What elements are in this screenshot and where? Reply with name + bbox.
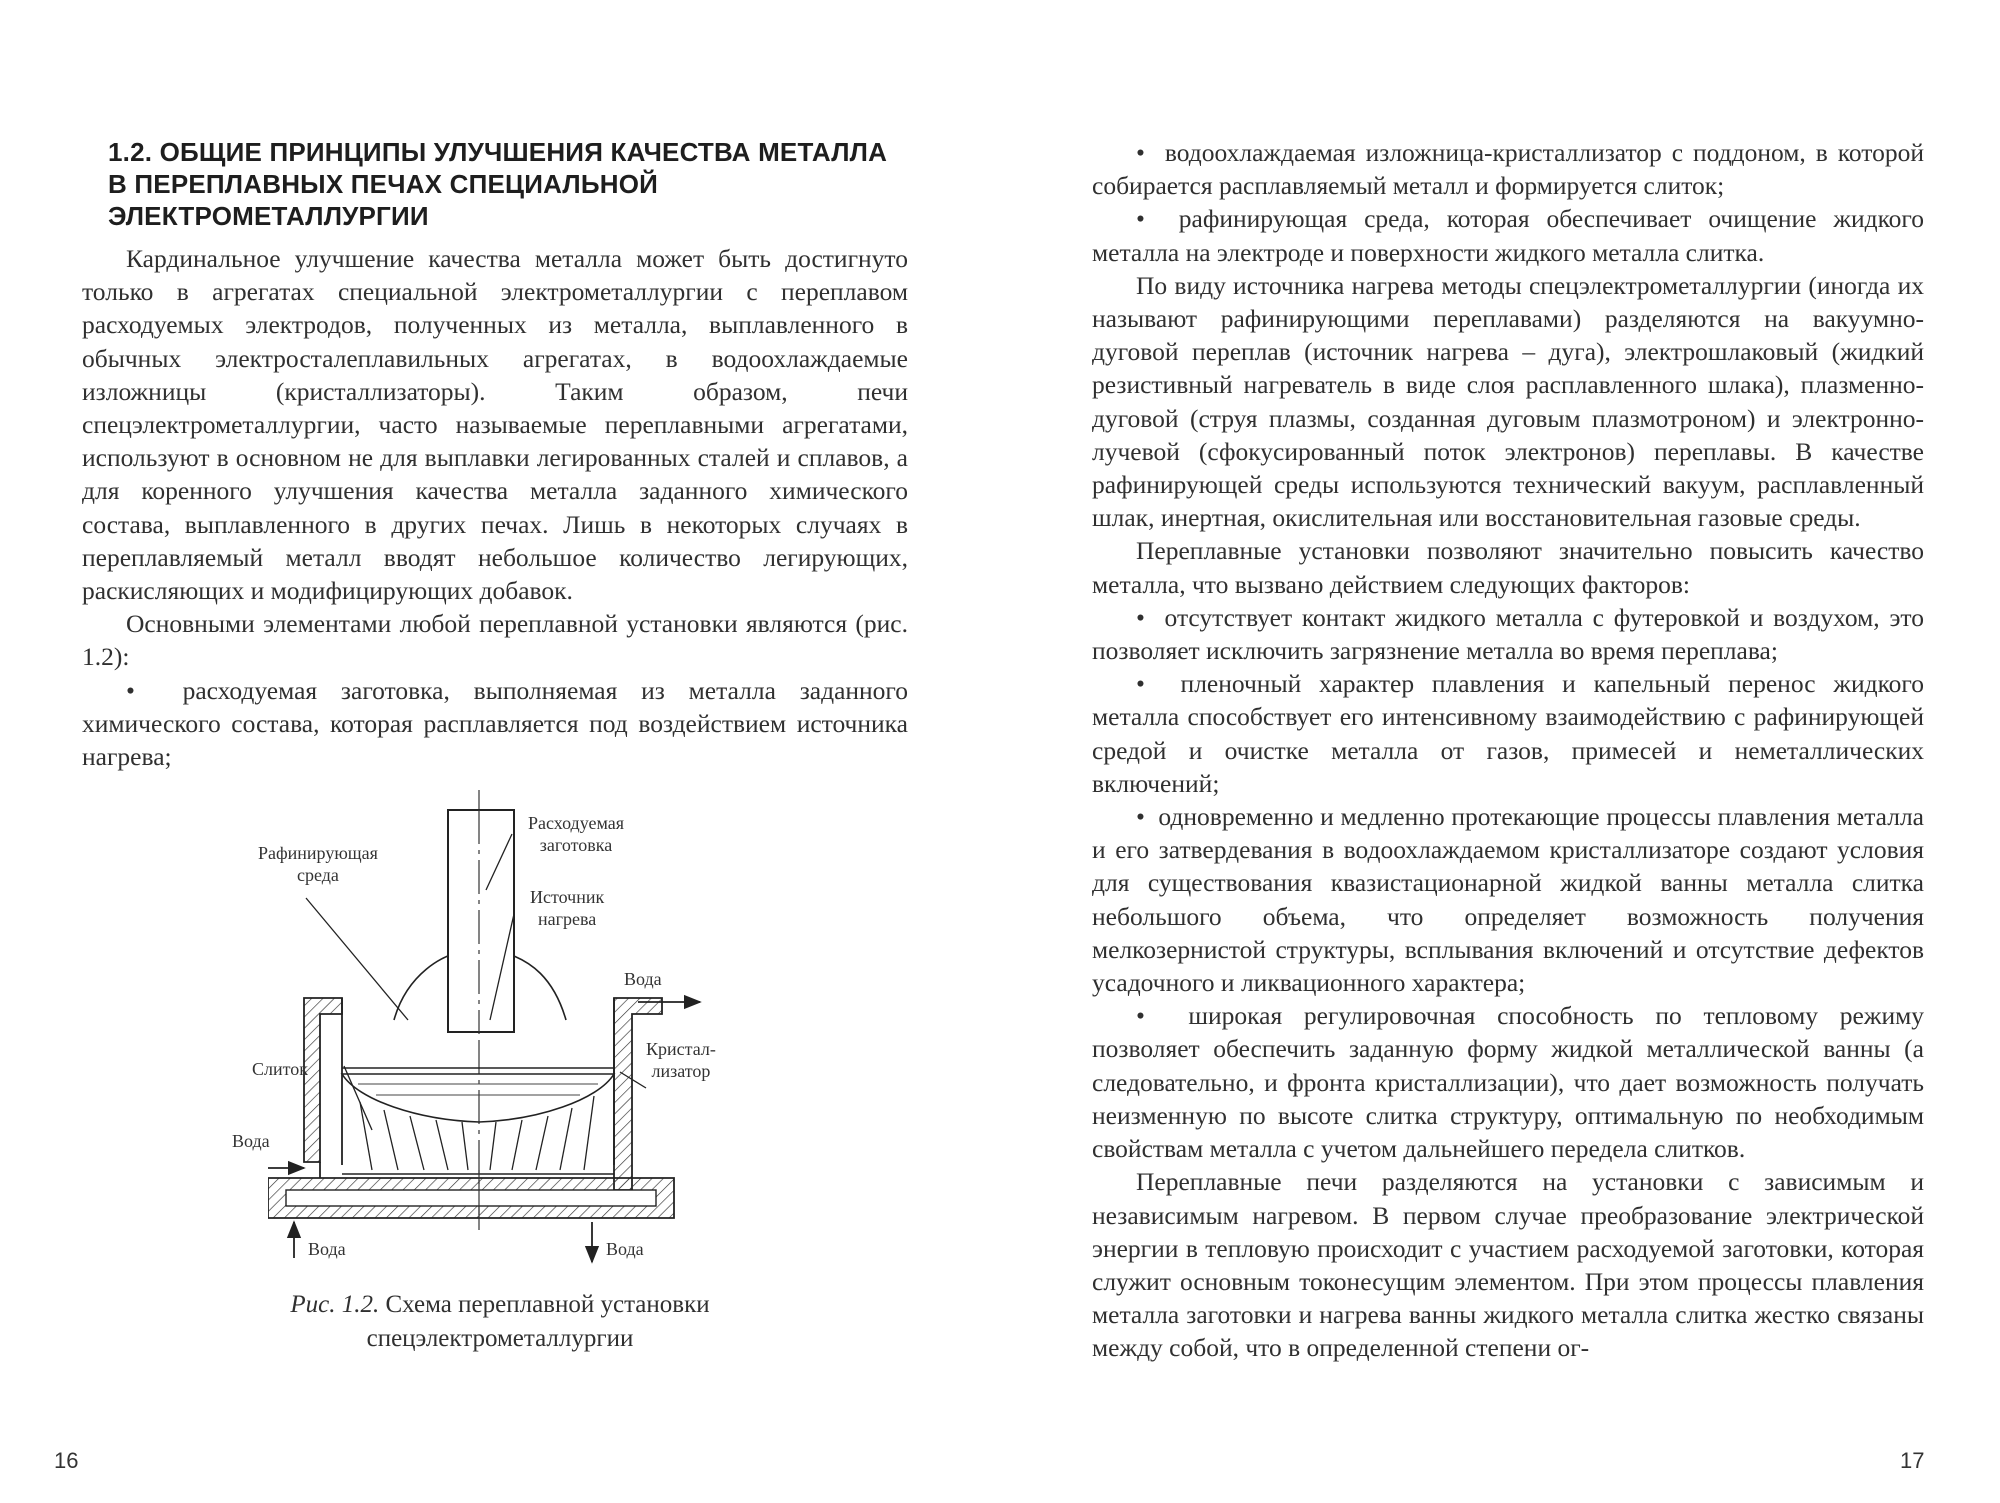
label-crystallizer: Кристал- лизатор	[646, 1039, 716, 1081]
crystallizer-left-wall	[304, 998, 342, 1162]
bullet-item: • отсутствует контакт жидкого металла с футеровкой и воздухом, это позволяет исключить загрязнение металла во время переплава;	[1092, 601, 1924, 667]
left-text-block	[82, 242, 908, 773]
paragraph: Переплавные установки позволяют значительно повысить качество металла, что вызвано действием следующих факторов:	[1092, 536, 1924, 599]
bullet-item: • широкая регулировочная способность по тепловому режиму позволяет обеспечить заданную форму жидкой металлической ванны (а следовательно, и фронта кристаллизации), что дает возможность получать неизменную по высоте слитка структуру, оптимальную по необходимым свойствам металла с учетом дальнейшего передела слитков.	[1092, 999, 1924, 1165]
bullet-item: • водоохлаждаемая изложница-кристаллизатор с поддоном, в которой собирается расплавляемый металл и формируется слиток;	[1092, 136, 1924, 202]
section-heading: 1.2. ОБЩИЕ ПРИНЦИПЫ УЛУЧШЕНИЯ КАЧЕСТВА МЕТАЛЛА В ПЕРЕПЛАВНЫХ ПЕЧАХ СПЕЦИАЛЬНОЙ ЭЛЕКТРОМЕТАЛЛУРГИИ	[108, 137, 888, 231]
right-page	[1000, 0, 2000, 1503]
electrode	[448, 810, 514, 1032]
label-refining-medium: Рафинирующая среда	[258, 843, 378, 885]
bullet-item: • пленочный характер плавления и капельный перенос жидкого металла способствует его интенсивному взаимодействию с рафинирующей средой и очистке металла от газов, примесей и неметаллических включений;	[1092, 667, 1924, 800]
page-number-right: 17	[1900, 1448, 1925, 1473]
page-number-left: 16	[54, 1448, 79, 1473]
paragraph: По виду источника нагрева методы спецэлектрометаллургии (иногда их называют рафинирующими переплавами) разделяются на вакуумно-дуговой переплав (источник нагрева – дуга), электрошлаковый (жидкий резистивный нагреватель в виде слоя расплавленного шлака), плазменно-дуговой (струя плазмы, созданная дуговым плазмотроном) и электронно-лучевой (сфокусированный поток электронов) переплавы. В качестве рафинирующей среды используются технический вакуум, расплавленный шлак, инертная, окислительная или восстановительная газовые среды.	[1092, 270, 1924, 533]
bullet-item: • расходуемая заготовка, выполняемая из металла заданного химического состава, которая расплавляется под воздействием источника нагрева;	[82, 674, 908, 774]
figure-remelting-scheme	[232, 770, 738, 1270]
paragraph: Основными элементами любой переплавной установки являются (рис. 1.2):	[82, 609, 908, 672]
label-consumable-billet: Расходуемая заготовка	[528, 813, 624, 855]
caption-label: Рис. 1.2.	[290, 1291, 380, 1318]
label-ingot: Слиток	[252, 1059, 308, 1079]
label-heat-source: Источник нагрева	[530, 887, 605, 929]
label-water-in-bottom: Вода	[308, 1239, 346, 1259]
label-water-out-top: Вода	[624, 969, 662, 989]
crystallizer-right-wall	[614, 998, 662, 1190]
figure-caption	[200, 1288, 800, 1356]
paragraph: Кардинальное улучшение качества металла может быть достигнуто только в агрегатах специальной электрометаллургии с переплавом расходуемых электродов, полученных из металла, выплавленного в обычных электросталеплавильных агрегатах, в водоохлаждаемые изложницы (кристаллизаторы). Таким образом, печи спецэлектрометаллургии, часто называемые переплавными агрегатами, используют в основном не для выплавки легированных сталей и сплавов, а для коренного улучшения качества металла заданного химического состава, выплавленного в других печах. Лишь в некоторых случаях в переплавляемый металл вводят небольшое количество легирующих, раскисляющих и модифицирующих добавок.	[82, 244, 908, 606]
bullet-item: • рафинирующая среда, которая обеспечивает очищение жидкого металла на электроде и поверхности жидкого металла слитка.	[1092, 202, 1924, 268]
label-water-in-left: Вода	[232, 1131, 270, 1151]
paragraph: Переплавные печи разделяются на установки с зависимым и независимым нагревом. В первом случае преобразование электрической энергии в тепловую происходит с участием расходуемой заготовки, которая служит основным токонесущим элементом. При этом процессы плавления металла заготовки и нагрева ванны жидкого металла слитка жестко связаны между собой, что в определенной степени ог-	[1092, 1167, 1924, 1363]
liquid-pool	[342, 1074, 614, 1122]
right-text-block	[1092, 136, 1924, 1365]
caption-text: Схема переплавной установки спецэлектрометаллургии	[366, 1291, 710, 1352]
label-water-out-bottom: Вода	[606, 1239, 644, 1259]
bullet-item: • одновременно и медленно протекающие процессы плавления металла и его затвердевания в водоохлаждаемом кристаллизаторе создают условия для существования квазистационарной жидкой ванны металла слитка небольшого объема, что определяет возможность получения мелкозернистой структуры, всплывания включений и отсутствие дефектов усадочного и ликвационного характера;	[1092, 800, 1924, 999]
